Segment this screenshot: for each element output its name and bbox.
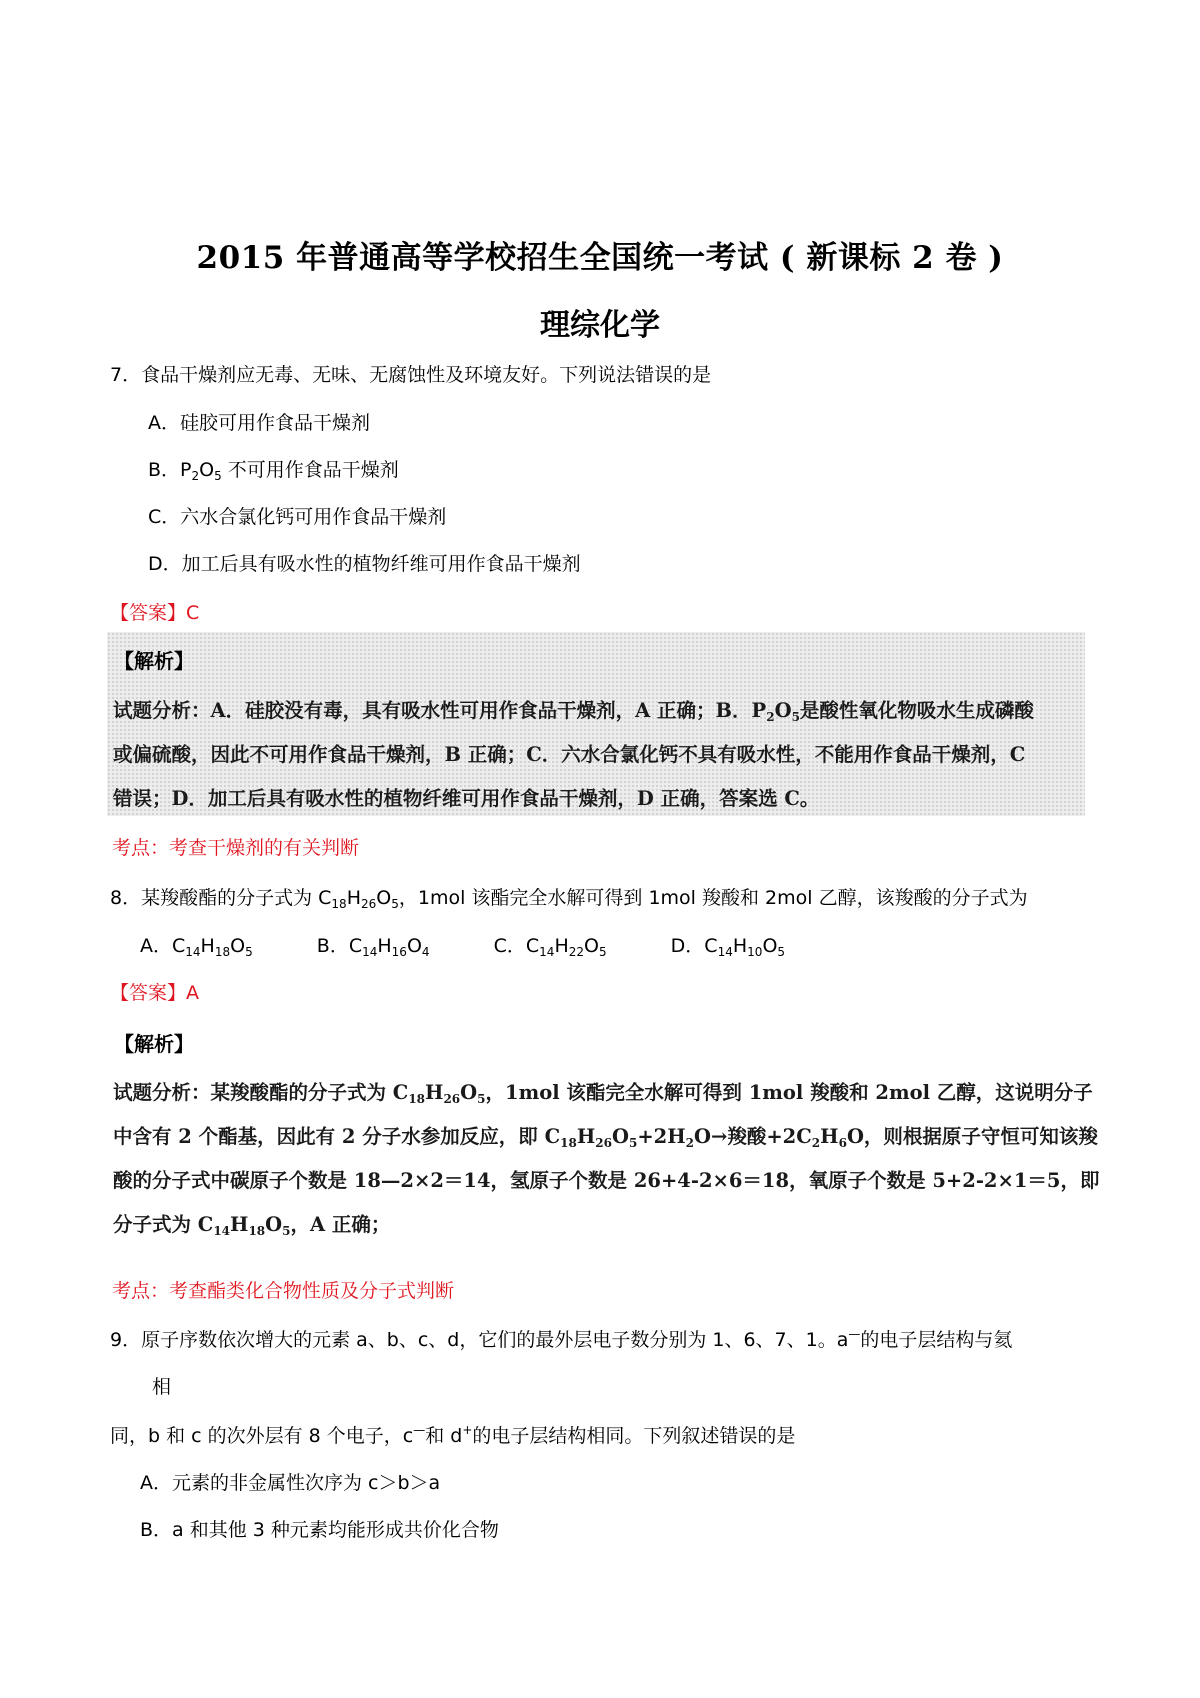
text: D．C [670,935,718,957]
q7-stem: 7．食品干燥剂应无毒、无味、无腐蚀性及环境友好。下列说法错误的是 [110,364,712,386]
subscript: 5 [598,945,607,959]
analysis-line [113,1115,1103,1159]
q8-stem [110,885,1028,911]
subscript: 5 [214,469,222,483]
analysis-line: 或偏硫酸，因此不可用作食品干燥剂，B 正确；C．六水合氯化钙不具有吸水性，不能用作食品干燥剂，C [113,743,1026,766]
analysis-line: 酸的分子式中碳原子个数是 18—2×2＝14，氢原子个数是 26+4-2×6＝18，氧原子个数是 5+2-2×1＝5，即 [113,1169,1100,1192]
text: 不可用作食品干燥剂 [221,459,399,481]
q9-option-a: A．元素的非金属性次序为 c＞b＞a [140,1472,441,1494]
text: O [376,887,392,909]
analysis-line [113,689,1103,733]
superscript: — [413,1423,426,1437]
text: 9．原子序数依次增大的元素 a、b、c、d，它们的最外层电子数分别为 1、6、7、1。a [110,1329,849,1351]
q8-option-c [494,935,607,957]
text: 和 d [425,1425,463,1447]
text: 8．某羧酸酯的分子式为 C [110,887,332,909]
q8-answer: 【答案】A [110,982,199,1004]
text: H [230,1213,249,1236]
text: B．P [148,459,192,481]
superscript: — [848,1327,861,1341]
subscript: 2 [685,1136,695,1150]
q9-stem-line3 [110,1423,795,1449]
q7-answer: 【答案】C [110,602,200,624]
text: A．C [140,935,186,957]
analysis-line [113,1203,1103,1247]
text: H [377,935,392,957]
text: C．C [493,935,540,957]
text: H [425,1081,444,1104]
subscript: 22 [568,945,585,959]
subscript: 2 [191,469,200,483]
q9-stem-line1 [110,1327,1012,1353]
text: 同，b 和 c 的次外层有 8 个电子，c [110,1425,414,1447]
text: H [820,1125,839,1148]
subscript: 14 [362,945,378,959]
q7-option-b [148,457,399,483]
text: +2H [637,1125,686,1148]
text: ，1mol 该酯完全水解可得到 1mol 羧酸和 2mol 乙醇，该羧酸的分子式为 [398,887,1028,909]
text: 是酸性氧化物吸水生成磷酸 [799,699,1034,722]
text: O [762,935,778,957]
subscript: 5 [777,945,786,959]
q8-option-a [140,935,253,957]
text: 试题分析：A．硅胶没有毒，具有吸水性可用作食品干燥剂，A 正确；B．P [113,699,767,722]
q7-option-a: A．硅胶可用作食品干燥剂 [148,412,370,434]
text: O，则根据原子守恒可知该羧 [846,1125,1098,1148]
text: O [406,935,422,957]
subscript: 6 [838,1136,847,1150]
subscript: 18 [214,945,231,959]
text: O [611,1125,629,1148]
text: 中含有 2 个酯基，因此有 2 分子水参加反应，即 C [113,1125,561,1148]
exam-subtitle: 理综化学 [540,308,660,343]
analysis-line [113,1071,1103,1115]
analysis-line: 错误；D．加工后具有吸水性的植物纤维可用作食品干燥剂，D 正确，答案选 C。 [113,787,820,810]
subscript: 4 [421,945,430,959]
subscript: 14 [717,945,733,959]
subscript: 5 [391,897,399,911]
text: O [584,935,599,957]
text: 的电子层结构与氦 [860,1329,1013,1351]
q8-options [140,933,843,959]
text: H [200,935,215,957]
subscript: 2 [766,710,775,724]
q8-option-d [671,935,785,957]
q9-option-b: B．a 和其他 3 种元素均能形成共价化合物 [140,1519,499,1541]
text: 的电子层结构相同。下列叙述错误的是 [472,1425,796,1447]
subscript: 5 [628,1136,638,1150]
q8-analysis-title: 【解析】 [114,1032,194,1056]
subscript: 5 [282,1224,291,1238]
q7-option-d: D．加工后具有吸水性的植物纤维可用作食品干燥剂 [148,553,581,575]
text: O [774,699,792,722]
subscript: 18 [408,1092,426,1106]
q8-analysis-body [113,1071,1103,1247]
subscript: 14 [539,945,555,959]
text: O→羧酸+2C [694,1125,812,1148]
q7-option-c: C．六水合氯化钙可用作食品干燥剂 [148,506,447,528]
subscript: 5 [245,945,253,959]
q7-keypoint: 考点：考查干燥剂的有关判断 [112,837,360,859]
subscript: 26 [595,1136,612,1150]
q8-option-b [317,935,430,957]
q7-analysis-title: 【解析】 [114,649,194,673]
subscript: 5 [791,710,800,724]
subscript: 26 [443,1092,461,1106]
text: B．C [316,935,363,957]
subscript: 14 [185,945,201,959]
superscript: + [462,1423,473,1437]
q7-analysis-body [113,689,1103,821]
q9-stem-line2: 相 [152,1376,172,1398]
text: O [460,1081,478,1104]
subscript: 14 [213,1224,231,1238]
text: 试题分析：某羧酸酯的分子式为 C [113,1081,409,1104]
text: H [554,935,569,957]
exam-title: 2015 年普通高等学校招生全国统一考试 ( 新课标 2 卷 ) [196,240,1004,276]
subscript: 18 [331,897,347,911]
subscript: 18 [560,1136,577,1150]
q8-keypoint: 考点：考查酯类化合物性质及分子式判断 [112,1280,455,1302]
subscript: 5 [477,1092,486,1106]
subscript: 16 [391,945,407,959]
text: 分子式为 C [113,1213,214,1236]
text: H [576,1125,596,1148]
text: O [199,459,215,481]
text: O [265,1213,283,1236]
text: ，1mol 该酯完全水解可得到 1mol 羧酸和 2mol 乙醇，这说明分子 [485,1081,1093,1104]
subscript: 26 [360,897,377,911]
text: H [346,887,361,909]
text: ，A 正确； [290,1213,391,1236]
subscript: 2 [811,1136,821,1150]
text: H [732,935,748,957]
text: O [230,935,246,957]
subscript: 18 [248,1224,266,1238]
subscript: 10 [747,945,763,959]
